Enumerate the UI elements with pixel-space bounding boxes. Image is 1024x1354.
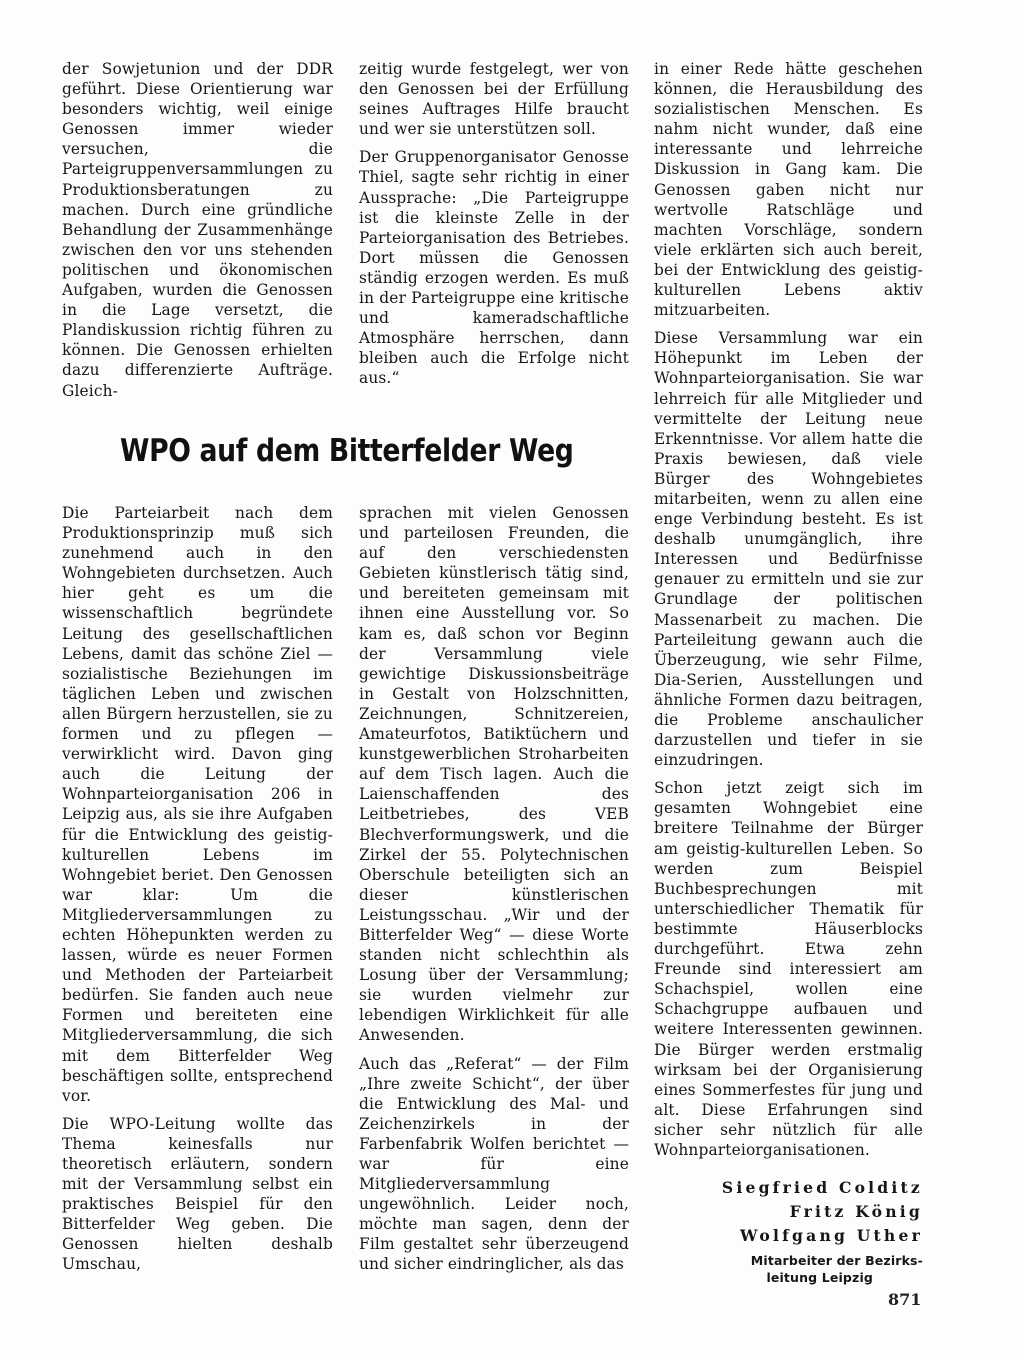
author-affiliation-line: Mitarbeiter der Bezirks- bbox=[750, 1253, 923, 1269]
author-affiliation-line: leitung Leipzig bbox=[766, 1270, 873, 1286]
paragraph: zeitig wurde festgelegt, wer von den Genossen bei der Erfüllung seines Auftrages Hilfe braucht und wer sie unterstützen soll. bbox=[359, 60, 629, 139]
paragraph: Der Gruppenorganisator Genosse Thiel, sagte sehr richtig in einer Aussprache: „Die Parteigruppe ist die kleinste Zelle in der Parteiorganisation des Betriebes. Dort müssen die Genossen ständig erzogen werden. Es muß in der Parteigruppe eine kritische und kameradschaftliche Atmosphäre herrschen, dann bleiben auch die Erfolge nicht aus.“ bbox=[359, 148, 629, 388]
author-name: Wolfgang Uther bbox=[739, 1226, 923, 1246]
author-name: Fritz König bbox=[789, 1202, 923, 1222]
author-affiliation bbox=[654, 1252, 923, 1286]
article-title: WPO auf dem Bitterfelder Weg bbox=[120, 433, 574, 469]
paragraph: in einer Rede hätte geschehen können, die Herausbildung des sozialistischen Menschen. Es nahm nicht wunder, daß eine interessante und lehrreiche Diskussion in Gang kam. Die Genossen gaben nicht nur wertvolle Ratschläge und machten Vorschläge, sondern viele erklärten sich auch bereit, bei der Entwicklung des geistig-kulturellen Lebens aktiv mitzuarbeiten. bbox=[654, 60, 923, 320]
article1-column-2 bbox=[359, 59, 629, 389]
paragraph: sprachen mit vielen Genossen und parteilosen Freunden, die auf den verschiedensten Gebieten künstlerisch tätig sind, und bereiteten gemeinsam mit ihnen eine Ausstellung vor. So kam es, daß schon vor Beginn der Versammlung viele gewichtige Diskussionsbeiträge in Gestalt von Holzschnitten, Zeichnungen, Schnitzereien, Amateurfotos, Batiktüchern und kunstgewerblichen Stroharbeiten auf dem Tisch lagen. Auch die Laienschaffenden des Leitbetriebes, des VEB Blechverformungswerk, und die Zirkel der 55. Polytechnischen Oberschule beteiligten sich an dieser künstlerischen Leistungsschau. „Wir und der Bitterfelder Weg“ — diese Worte standen nicht schlechthin als Losung über der Versammlung; sie wurden vielmehr zur lebendigen Wirklichkeit für alle Anwesenden. bbox=[359, 504, 629, 1045]
paragraph: Die WPO-Leitung wollte das Thema keinesfalls nur theoretisch erläutern, sondern mit der Versammlung selbst ein praktisches Beispiel für den Bitterfelder Weg geben. Die Genossen hielten deshalb Umschau, bbox=[62, 1114, 333, 1274]
page-number: 871 bbox=[888, 1290, 922, 1309]
article2-column-1 bbox=[62, 503, 333, 1275]
paragraph: Auch das „Referat“ — der Film „Ihre zweite Schicht“, der über die Entwicklung des Mal- und Zeichenzirkels in der Farbenfabrik Wolfen berichtet — war für eine Mitgliederversammlung ungewöhnlich. Leider noch, möchte man sagen, denn der Film gestaltet sehr überzeugend und sicher eindringlicher, als das bbox=[359, 1054, 629, 1274]
author-name: Siegfried Colditz bbox=[721, 1178, 923, 1198]
paragraph: der Sowjetunion und der DDR geführt. Diese Orientierung war besonders wichtig, weil einige Genossen immer wieder versuchen, die Parteigruppenversammlungen zu Produktionsberatungen zu machen. Durch eine gründliche Behandlung der Zusammenhänge zwischen den vor uns stehenden politischen und ökonomischen Aufgaben, wurden die Genossen in die Lage versetzt, die Plandiskussion richtig führen zu können. Die Genossen erhielten dazu differenzierte Aufträge. Gleich- bbox=[62, 60, 333, 400]
paragraph: Diese Versammlung war ein Höhepunkt im Leben der Wohnparteiorganisation. Sie war lehrreich für alle Mitglieder und vermittelte der Leitung neue Erkenntnisse. Vor allem hatte die Praxis bewiesen, daß viele Bürger des Wohngebietes mitarbeiten, wenn zu allen eine enge Verbindung besteht. Es ist deshalb unumgänglich, ihre Interessen und Bedürfnisse genauer zu ermitteln und sie zur Grundlage der politischen Massenarbeit zu machen. Die Parteileitung gewann auch die Überzeugung, wie sehr Filme, Dia-Serien, Ausstellungen und ähnliche Formen dazu beitragen, die Probleme anschaulicher darzustellen und tiefer in sie einzudringen. bbox=[654, 329, 923, 770]
paragraph: Schon jetzt zeigt sich im gesamten Wohngebiet eine breitere Teilnahme der Bürger am geistig-kulturellen Leben. So werden zum Beispiel Buchbesprechungen mit unterschiedlicher Thematik für bestimmte Häuserblocks durchgeführt. Etwa zehn Freunde sind interessiert am Schachspiel, wollen eine Schachgruppe aufbauen und weitere Interessenten gewinnen. Die Bürger werden erstmalig wirksam bei der Organisierung eines Sommerfestes für jung und alt. Diese Erfahrungen sind sicher sehr nützlich für alle Wohnparteiorganisationen. bbox=[654, 779, 923, 1159]
article2-column-2 bbox=[359, 503, 629, 1275]
article1-column-1 bbox=[62, 59, 333, 401]
article2-column-3 bbox=[654, 59, 923, 1286]
paragraph: Die Parteiarbeit nach dem Produktionsprinzip muß sich zunehmend auch in den Wohngebieten durchsetzen. Auch hier geht es um die wissenschaftlich begründete Leitung des gesellschaftlichen Lebens, damit das schöne Ziel — sozialistische Beziehungen im täglichen Leben und zwischen allen Bürgern herzustellen, sie zu formen und zu pflegen — verwirklicht wird. Davon ging auch die Leitung der Wohnparteiorganisation 206 in Leipzig aus, als sie ihre Aufgaben für die Entwicklung des geistig-kulturellen Lebens im Wohngebiet beriet. Den Genossen war klar: Um die Mitgliederversammlungen zu echten Höhepunkten werden zu lassen, würde es neuer Formen und Methoden der Parteiarbeit bedürfen. Sie fanden auch neue Formen und bereiteten eine Mitgliederversammlung, die sich mit dem Bitterfelder Weg beschäftigen sollte, entsprechend vor. bbox=[62, 504, 333, 1105]
